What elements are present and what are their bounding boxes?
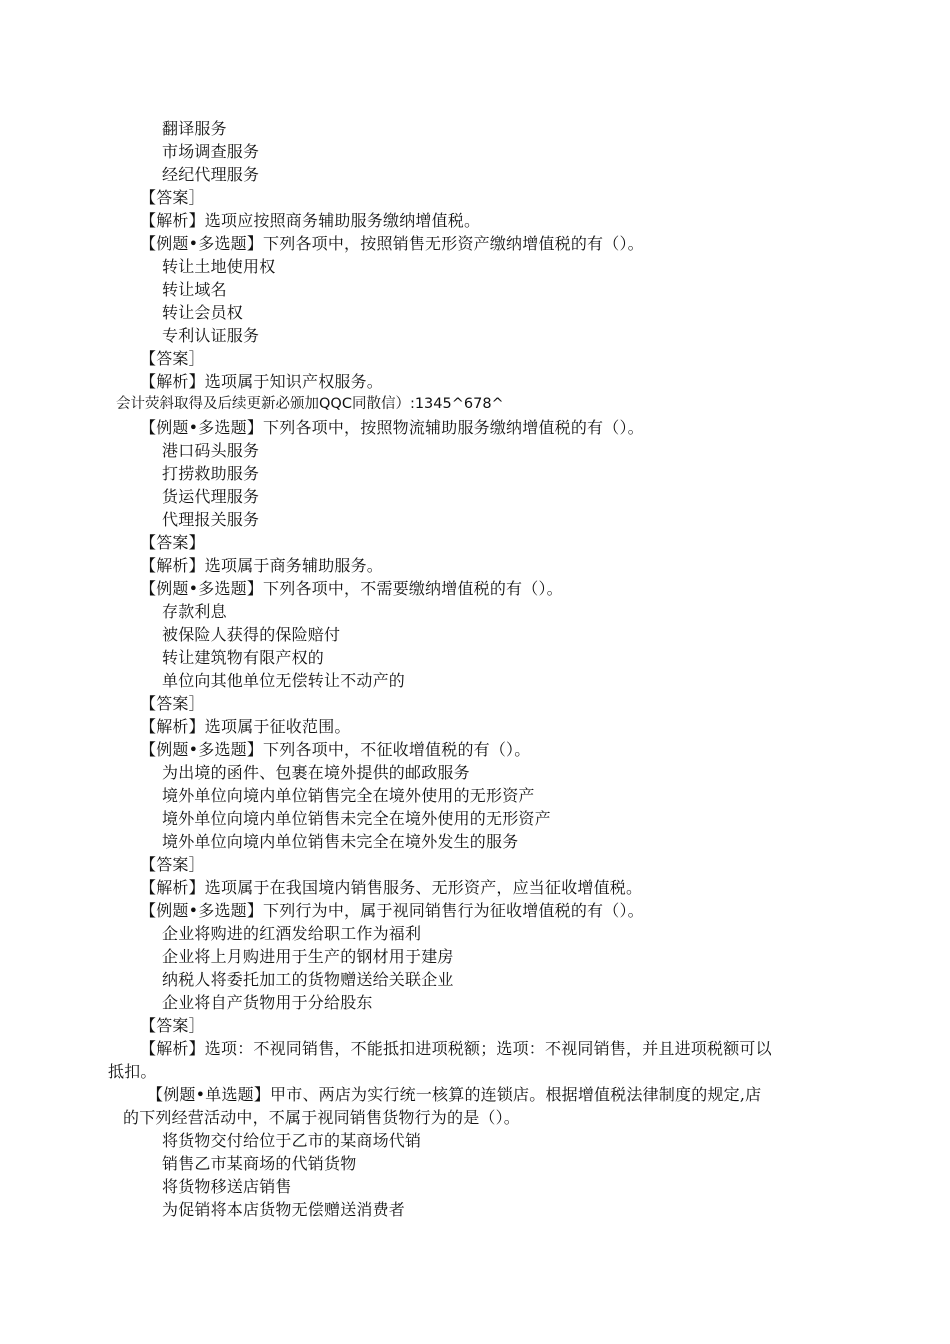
answer-line: 【答案］ bbox=[140, 349, 205, 368]
option-line: 转让会员权 bbox=[162, 303, 244, 322]
option-line: 被保险人获得的保险赔付 bbox=[162, 625, 341, 644]
answer-line: 【答案】 bbox=[140, 533, 205, 552]
option-line: 企业将上月购进用于生产的钢材用于建房 bbox=[162, 947, 454, 966]
question-line: 【例题•多选题】下列各项中，按照物流辅助服务缴纳增值税的有（）。 bbox=[140, 418, 644, 437]
question-line: 【例题•多选题】下列各项中，按照销售无形资产缴纳增值税的有（）。 bbox=[140, 234, 644, 253]
answer-line: 【答案］ bbox=[140, 1016, 205, 1035]
option-line: 代理报关服务 bbox=[162, 510, 260, 529]
analysis-line: 【解析】选项属于知识产权服务。 bbox=[140, 372, 384, 391]
option-line: 境外单位向境内单位销售完全在境外使用的无形资产 bbox=[162, 786, 535, 805]
analysis-line: 【解析】选项应按照商务辅助服务缴纳增值税。 bbox=[140, 211, 481, 230]
option-line: 将货物交付给位于乙市的某商场代销 bbox=[162, 1131, 422, 1150]
option-line: 企业将自产货物用于分给股东 bbox=[162, 993, 373, 1012]
option-line: 境外单位向境内单位销售未完全在境外使用的无形资产 bbox=[162, 809, 551, 828]
analysis-line: 【解析】选项：不视同销售，不能抵扣进项税额；选项：不视同销售，并且进项税额可以 bbox=[140, 1039, 772, 1058]
option-line: 企业将购进的红酒发给职工作为福利 bbox=[162, 924, 422, 943]
option-line: 转让土地使用权 bbox=[162, 257, 276, 276]
question-line-continued: 的下列经营活动中，不属于视同销售货物行为的是（）。 bbox=[123, 1108, 521, 1127]
option-line: 港口码头服务 bbox=[162, 441, 260, 460]
analysis-line: 【解析】选项属于商务辅助服务。 bbox=[140, 556, 384, 575]
answer-line: 【答案］ bbox=[140, 694, 205, 713]
option-line: 转让建筑物有限产权的 bbox=[162, 648, 325, 667]
option-line: 货运代理服务 bbox=[162, 487, 260, 506]
answer-line: 【答案］ bbox=[140, 188, 205, 207]
question-line: 【例题•多选题】下列各项中，不征收增值税的有（）。 bbox=[140, 740, 531, 759]
question-line: 【例题•多选题】下列行为中，属于视同销售行为征收增值税的有（）。 bbox=[140, 901, 644, 920]
option-line: 专利认证服务 bbox=[162, 326, 260, 345]
option-line: 销售乙市某商场的代销货物 bbox=[162, 1154, 357, 1173]
option-line: 纳税人将委托加工的货物赠送给关联企业 bbox=[162, 970, 454, 989]
option-line: 将货物移送店销售 bbox=[162, 1177, 292, 1196]
analysis-line: 【解析】选项属于在我国境内销售服务、无形资产，应当征收增值税。 bbox=[140, 878, 643, 897]
watermark-ad-line: 会计荧斜取得及后续更新必颁加QQC同散信）:1345^678^ bbox=[116, 396, 504, 412]
option-line: 存款利息 bbox=[162, 602, 227, 621]
option-line: 经纪代理服务 bbox=[162, 165, 260, 184]
option-line: 为促销将本店货物无偿赠送消费者 bbox=[162, 1200, 406, 1219]
option-line: 境外单位向境内单位销售未完全在境外发生的服务 bbox=[162, 832, 519, 851]
option-line: 翻译服务 bbox=[162, 119, 227, 138]
question-line: 【例题•单选题】甲市、两店为实行统一核算的连锁店。根据增值税法律制度的规定,店 bbox=[147, 1085, 762, 1104]
analysis-line-continued: 抵扣。 bbox=[108, 1062, 157, 1081]
option-line: 打捞救助服务 bbox=[162, 464, 260, 483]
answer-line: 【答案］ bbox=[140, 855, 205, 874]
option-line: 市场调查服务 bbox=[162, 142, 260, 161]
question-line: 【例题•多选题】下列各项中，不需要缴纳增值税的有（）。 bbox=[140, 579, 563, 598]
analysis-line: 【解析】选项属于征收范围。 bbox=[140, 717, 351, 736]
option-line: 单位向其他单位无偿转让不动产的 bbox=[162, 671, 406, 690]
option-line: 为出境的函件、包裹在境外提供的邮政服务 bbox=[162, 763, 470, 782]
option-line: 转让域名 bbox=[162, 280, 227, 299]
